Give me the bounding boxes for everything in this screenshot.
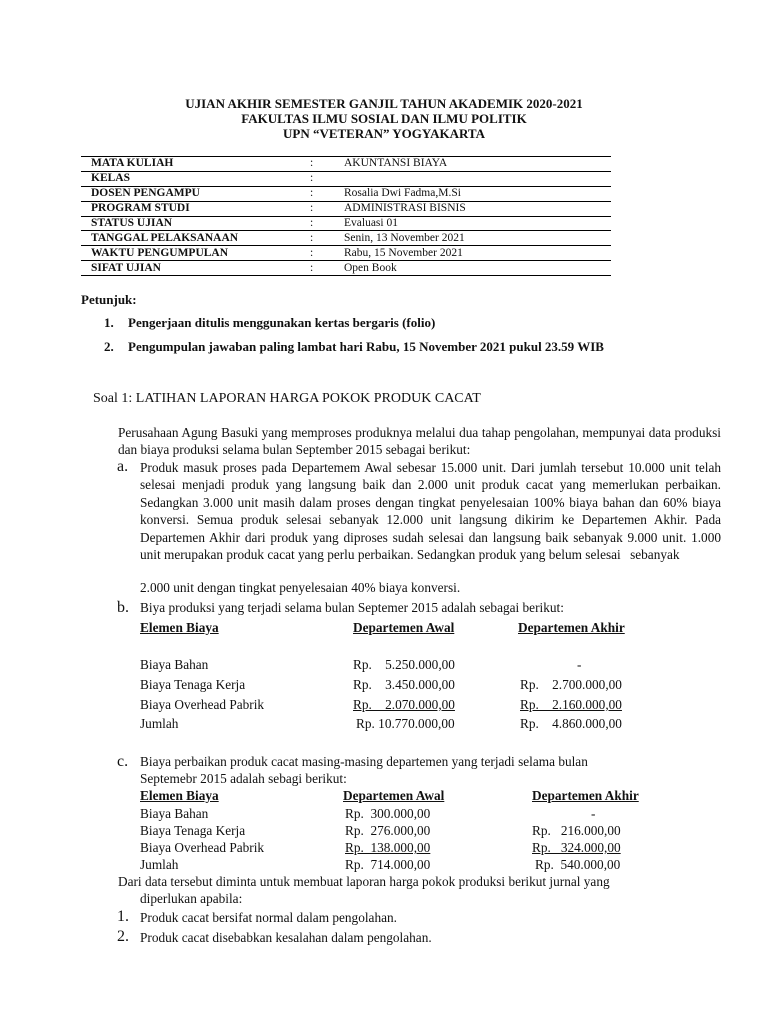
table-c-header-akhir: Departemen Akhir [532, 788, 639, 803]
info-label: PROGRAM STUDI [81, 201, 305, 216]
info-value: Open Book [334, 261, 611, 276]
info-sep: : [305, 246, 334, 261]
info-sep: : [305, 261, 334, 276]
info-sep: : [305, 216, 334, 231]
info-row [81, 171, 611, 186]
item-c-text-line1: Biaya perbaikan produk cacat masing-masing departemen yang terjadi selama bulan [140, 754, 588, 769]
question-title: Soal 1: LATIHAN LAPORAN HARGA POKOK PRODUK CACAT [93, 391, 481, 406]
task-number: 1. [117, 908, 129, 925]
info-sep: : [305, 171, 334, 186]
info-row [81, 261, 611, 276]
table-b-akhir: - [577, 657, 582, 672]
table-c-label: Jumlah [140, 857, 179, 872]
table-b-awal: Rp. 2.070.000,00 [353, 697, 455, 712]
info-label: TANGGAL PELAKSANAAN [81, 231, 305, 246]
table-c-awal: Rp. 138.000,00 [345, 840, 431, 855]
info-sep: : [305, 157, 334, 172]
table-c-header-awal: Departemen Awal [343, 788, 445, 803]
item-a-body-end: sebanyak [630, 547, 680, 563]
info-value: Rosalia Dwi Fadma,M.Si [334, 186, 611, 201]
exam-info-table [81, 156, 611, 276]
task-text: Produk cacat disebabkan kesalahan dalam pengolahan. [140, 930, 432, 945]
instruction-text: Pengerjaan ditulis menggunakan kertas bergaris (folio) [128, 315, 436, 330]
item-a-tail: 2.000 unit dengan tingkat penyelesaian 40% biaya konversi. [140, 580, 461, 595]
info-value: ADMINISTRASI BISNIS [334, 201, 611, 216]
info-row [81, 186, 611, 201]
info-value: Evaluasi 01 [334, 216, 611, 231]
info-row [81, 201, 611, 216]
table-c-label: Biaya Bahan [140, 806, 209, 821]
table-c-label: Biaya Tenaga Kerja [140, 823, 246, 838]
info-label: DOSEN PENGAMPU [81, 186, 305, 201]
item-c-marker: c. [117, 753, 129, 770]
table-b-label: Biaya Bahan [140, 657, 209, 672]
table-b-awal: Rp. 3.450.000,00 [353, 677, 455, 692]
info-label: SIFAT UJIAN [81, 261, 305, 276]
info-row [81, 157, 611, 172]
exam-title: UJIAN AKHIR SEMESTER GANJIL TAHUN AKADEMIK 2020-2021 [185, 96, 583, 111]
info-label: KELAS [81, 171, 305, 186]
table-c-akhir: Rp. 216.000,00 [532, 823, 621, 838]
table-b-akhir: Rp. 2.160.000,00 [520, 697, 622, 712]
table-b-label: Biaya Tenaga Kerja [140, 677, 246, 692]
table-c-label: Biaya Overhead Pabrik [140, 840, 265, 855]
info-value: AKUNTANSI BIAYA [334, 157, 611, 172]
instruction-number: 1. [104, 315, 114, 330]
info-label: MATA KULIAH [81, 157, 305, 172]
item-c-text-line2: Septemebr 2015 adalah sebagi berikut: [140, 771, 347, 786]
closing-line2: diperlukan apabila: [140, 891, 243, 906]
info-value [334, 171, 611, 186]
instruction-number: 2. [104, 339, 114, 354]
intro-paragraph: Perusahaan Agung Basuki yang memproses produknya melalui dua tahap pengolahan, mempunyai data produksi dan biaya produksi selama bulan September 2015 sebagai berikut: [118, 425, 721, 458]
info-value: Rabu, 15 November 2021 [334, 246, 611, 261]
item-b-marker: b. [117, 599, 129, 616]
info-row [81, 231, 611, 246]
closing-line1: Dari data tersebut diminta untuk membuat laporan harga pokok produksi berikut jurnal yang [118, 874, 610, 889]
item-a-body: Produk masuk proses pada Departemem Awal sebesar 15.000 unit. Dari jumlah tersebut 10.000 unit telah selesai menjadi produk yang langsung baik dan 2.000 unit produk cacat yang memerlukan perbaikan. Sedangkan 3.000 unit masih dalam proses dengan tingkat penyelesaian 100% biaya bahan dan 60% biaya konversi. Semua produk selesai sebanyak 12.000 unit langsung dikirim ke Departemen Akhir. Pada Departemen Akhir dari produk yang diproses sudah selesai dan langsung baik sebanyak 9.000 unit. 1.000 unit merupakan produk cacat yang perlu perbaikan. Sedangkan produk yang belum selesai [140, 460, 721, 563]
table-c-awal: Rp. 300.000,00 [345, 806, 431, 821]
info-label: STATUS UJIAN [81, 216, 305, 231]
table-c-akhir: Rp. 540.000,00 [535, 857, 621, 872]
university-title: UPN “VETERAN” YOGYAKARTA [282, 126, 486, 141]
table-b-label: Jumlah [140, 716, 179, 731]
item-a-marker: a. [117, 458, 129, 475]
table-b-header-element: Elemen Biaya [140, 620, 219, 635]
info-row [81, 216, 611, 231]
table-b-awal: Rp. 10.770.000,00 [356, 716, 455, 731]
instruction-text: Pengumpulan jawaban paling lambat hari Rabu, 15 November 2021 pukul 23.59 WIB [128, 339, 604, 354]
table-c-akhir: Rp. 324.000,00 [532, 840, 621, 855]
info-row [81, 246, 611, 261]
table-b-akhir: Rp. 2.700.000,00 [520, 677, 622, 692]
instructions-title: Petunjuk: [81, 292, 137, 307]
table-b-akhir: Rp. 4.860.000,00 [520, 716, 622, 731]
table-c-awal: Rp. 714.000,00 [345, 857, 431, 872]
info-sep: : [305, 201, 334, 216]
info-sep: : [305, 231, 334, 246]
table-c-header-element: Elemen Biaya [140, 788, 219, 803]
table-c-awal: Rp. 276.000,00 [345, 823, 431, 838]
info-label: WAKTU PENGUMPULAN [81, 246, 305, 261]
table-b-header-awal: Departemen Awal [353, 620, 455, 635]
item-a-text [140, 459, 721, 563]
table-b-label: Biaya Overhead Pabrik [140, 697, 265, 712]
task-text: Produk cacat bersifat normal dalam pengolahan. [140, 910, 397, 925]
faculty-title: FAKULTAS ILMU SOSIAL DAN ILMU POLITIK [241, 111, 527, 126]
task-number: 2. [117, 928, 129, 945]
table-b-header-akhir: Departemen Akhir [518, 620, 625, 635]
table-b-awal: Rp. 5.250.000,00 [353, 657, 455, 672]
item-b-text: Biya produksi yang terjadi selama bulan Septemer 2015 adalah sebagai berikut: [140, 600, 564, 615]
info-sep: : [305, 186, 334, 201]
info-value: Senin, 13 November 2021 [334, 231, 611, 246]
table-c-akhir: - [591, 806, 596, 821]
